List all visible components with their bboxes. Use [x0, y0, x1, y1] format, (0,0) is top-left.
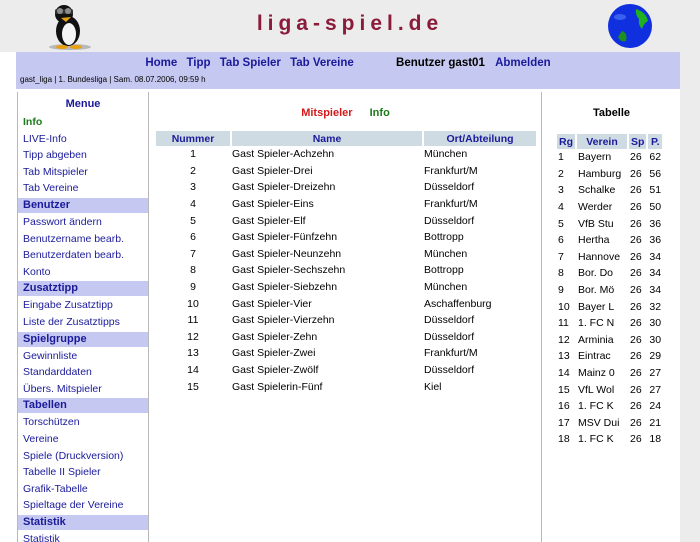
player-number-cell: 10 — [187, 297, 199, 310]
league-table-row — [557, 215, 662, 232]
player-name-cell: Gast Spieler-Neunzehn — [232, 247, 342, 260]
league-table-row — [557, 415, 662, 432]
league-table-row — [557, 381, 662, 398]
main-navigation — [16, 57, 680, 69]
menu-item[interactable]: Tab Vereine — [23, 182, 79, 195]
rank-cell: 8 — [558, 267, 564, 280]
club-cell: VfB Stu — [578, 217, 614, 230]
games-cell: 26 — [630, 184, 642, 197]
games-cell: 26 — [630, 234, 642, 247]
games-cell: 26 — [630, 201, 642, 214]
column-header-spiele: Sp — [631, 135, 645, 148]
player-name-cell: Gast Spieler-Eins — [232, 198, 314, 211]
current-user-label: Benutzer gast01 — [396, 57, 485, 69]
club-cell: Hertha — [578, 234, 610, 247]
games-cell: 26 — [630, 284, 642, 297]
player-number-cell: 15 — [187, 380, 199, 393]
league-table-row — [557, 249, 662, 266]
menu-item[interactable]: Tab Mitspieler — [23, 165, 88, 178]
points-cell: 32 — [649, 300, 662, 313]
player-location-cell: Düsseldorf — [424, 330, 475, 343]
right-margin — [680, 52, 700, 542]
club-cell: Bayern — [578, 151, 612, 164]
club-cell: VfL Wol — [578, 383, 615, 396]
rank-cell: 7 — [558, 250, 564, 263]
player-location-cell: München — [424, 247, 468, 260]
players-table — [154, 131, 538, 395]
column-header-ort: Ort/Abteilung — [424, 131, 536, 146]
club-cell: Bor. Mö — [578, 284, 615, 297]
games-cell: 26 — [630, 217, 642, 230]
table-row — [156, 345, 536, 362]
club-cell: 1. FC N — [578, 317, 615, 330]
menu-item[interactable]: Info — [23, 116, 43, 128]
table-row — [156, 212, 536, 229]
player-name-cell: Gast Spieler-Zwei — [232, 347, 316, 360]
league-table-row — [557, 431, 662, 448]
menu-item[interactable]: Benutzerdaten bearb. — [23, 249, 124, 262]
rank-cell: 2 — [558, 167, 564, 180]
games-cell: 26 — [630, 267, 642, 280]
table-row — [156, 378, 536, 395]
menu-item[interactable]: LIVE-Info — [23, 132, 67, 145]
points-cell: 34 — [649, 250, 662, 263]
points-cell: 62 — [649, 151, 662, 164]
player-number-cell: 6 — [190, 231, 196, 244]
player-location-cell: Frankfurt/M — [424, 164, 478, 177]
player-name-cell: Gast Spieler-Siebzehn — [232, 281, 338, 294]
league-table-panel — [543, 92, 680, 542]
menu-item[interactable]: Spiele (Druckversion) — [23, 449, 124, 462]
games-cell: 26 — [630, 400, 642, 413]
rank-cell: 11 — [558, 317, 569, 330]
menu-item[interactable]: Konto — [23, 265, 51, 278]
player-number-cell: 8 — [190, 264, 196, 277]
menu-item[interactable]: Tipp abgeben — [23, 149, 87, 162]
player-name-cell: Gast Spieler-Achzehn — [232, 148, 335, 161]
games-cell: 26 — [630, 300, 642, 313]
games-cell: 26 — [630, 416, 642, 429]
club-cell: Schalke — [578, 184, 616, 197]
club-cell: Bayer L — [578, 300, 615, 313]
rank-cell: 12 — [558, 333, 570, 346]
points-cell: 34 — [649, 267, 662, 280]
player-location-cell: Aschaffenburg — [424, 297, 492, 310]
player-name-cell: Gast Spieler-Vier — [232, 297, 312, 310]
player-number-cell: 13 — [187, 347, 199, 360]
rank-cell: 17 — [558, 416, 570, 429]
menu-item[interactable]: Statistik — [23, 532, 60, 542]
rank-cell: 1 — [558, 151, 564, 164]
player-location-cell: Düsseldorf — [424, 181, 475, 194]
table-row — [156, 262, 536, 279]
menu-list — [18, 114, 148, 542]
column-header-verein: Verein — [577, 134, 627, 149]
games-cell: 26 — [630, 250, 642, 263]
league-table-row — [557, 282, 662, 299]
rank-cell: 16 — [558, 400, 570, 413]
points-cell: 50 — [649, 201, 662, 214]
club-cell: 1. FC K — [578, 400, 614, 413]
rank-cell: 3 — [558, 184, 564, 197]
left-margin — [0, 52, 16, 542]
table-row — [156, 146, 536, 163]
menu-title: Menue — [65, 98, 101, 110]
club-cell: Arminia — [578, 333, 614, 346]
rank-cell: 9 — [558, 284, 564, 297]
menu-section-heading: Tabellen — [18, 398, 148, 413]
table-row — [156, 246, 536, 263]
club-cell: Hannove — [578, 250, 621, 263]
player-name-cell: Gast Spieler-Sechszehn — [232, 264, 346, 277]
player-number-cell: 12 — [187, 330, 199, 343]
logout-link[interactable]: Abmelden — [495, 57, 551, 69]
club-cell: Bor. Do — [578, 267, 614, 280]
rank-cell: 13 — [558, 350, 570, 363]
player-location-cell: Bottropp — [424, 264, 464, 277]
tab-mitspieler[interactable]: Mitspieler — [301, 107, 353, 119]
points-cell: 24 — [649, 400, 662, 413]
games-cell: 26 — [630, 433, 642, 446]
league-table-row — [557, 265, 662, 282]
menu-section-heading: Zusatztipp — [18, 281, 148, 296]
player-location-cell: Düsseldorf — [424, 214, 475, 227]
club-cell: 1. FC K — [578, 433, 614, 446]
club-cell: Eintrac — [578, 350, 611, 363]
points-cell: 30 — [649, 317, 662, 330]
column-header-punkte: P. — [648, 134, 662, 149]
league-table — [555, 134, 664, 448]
league-table-row — [557, 365, 662, 382]
rank-cell: 5 — [558, 217, 564, 230]
player-number-cell: 7 — [190, 247, 196, 260]
points-cell: 34 — [649, 284, 662, 297]
menu-item[interactable]: Spieltage der Vereine — [23, 499, 124, 512]
menu-item[interactable]: Tabelle II Spieler — [23, 466, 101, 479]
menu-item[interactable]: Passwort ändern — [23, 215, 102, 228]
league-table-row — [557, 348, 662, 365]
player-number-cell: 3 — [190, 181, 196, 194]
points-cell: 21 — [649, 416, 662, 429]
club-cell: Mainz 0 — [578, 367, 615, 380]
table-row — [156, 312, 536, 329]
table-row — [156, 196, 536, 213]
table-row — [156, 329, 536, 346]
player-name-cell: Gast Spieler-Elf — [232, 214, 306, 227]
rank-cell: 10 — [558, 300, 570, 313]
league-table-row — [557, 315, 662, 332]
player-number-cell: 1 — [190, 148, 196, 161]
column-header-nummer: Nummer — [156, 131, 230, 146]
player-location-cell: Bottropp — [424, 231, 464, 244]
league-table-row — [557, 149, 662, 166]
club-cell: MSV Dui — [578, 416, 620, 429]
rank-cell: 18 — [558, 433, 570, 446]
league-table-row — [557, 199, 662, 216]
player-number-cell: 4 — [190, 198, 196, 211]
player-location-cell: Kiel — [424, 380, 442, 393]
league-table-title: Tabelle — [592, 107, 631, 119]
points-cell: 29 — [649, 350, 662, 363]
menu-item[interactable]: Gewinnliste — [23, 349, 78, 362]
points-cell: 56 — [649, 167, 662, 180]
site-logo-text: liga-spiel.de — [256, 12, 444, 35]
games-cell: 26 — [630, 350, 642, 363]
table-row — [156, 279, 536, 296]
player-number-cell: 5 — [190, 214, 196, 227]
rank-cell: 15 — [558, 383, 570, 396]
player-location-cell: Frankfurt/M — [424, 198, 478, 211]
player-name-cell: Gast Spieler-Zehn — [232, 330, 318, 343]
points-cell: 36 — [649, 234, 662, 247]
player-number-cell: 2 — [190, 164, 196, 177]
tab-info[interactable]: Info — [369, 107, 390, 119]
league-table-row — [557, 232, 662, 249]
points-cell: 30 — [649, 333, 662, 346]
top-navbar — [16, 52, 680, 89]
table-row — [156, 229, 536, 246]
menu-item[interactable]: Vereine — [23, 432, 59, 445]
menu-item[interactable]: Eingabe Zusatztipp — [23, 299, 113, 312]
player-number-cell: 9 — [190, 281, 196, 294]
menu-item[interactable]: Benutzername bearb. — [23, 232, 124, 245]
menu-item[interactable]: Übers. Mitspieler — [23, 382, 102, 395]
player-name-cell: Gast Spieler-Drei — [232, 164, 313, 177]
player-number-cell: 11 — [187, 314, 199, 327]
games-cell: 26 — [630, 167, 642, 180]
player-location-cell: München — [424, 148, 468, 161]
nav-link-tab-spieler[interactable]: Tab Spieler — [219, 57, 281, 69]
menu-item[interactable]: Standarddaten — [23, 366, 92, 379]
games-cell: 26 — [630, 383, 642, 396]
points-cell: 18 — [649, 433, 662, 446]
menu-section-heading: Spielgruppe — [18, 332, 148, 347]
games-cell: 26 — [630, 317, 642, 330]
rank-cell: 14 — [558, 367, 570, 380]
points-cell: 51 — [649, 184, 662, 197]
menu-item[interactable]: Grafik-Tabelle — [23, 482, 88, 495]
column-header-name: Name — [232, 131, 422, 146]
player-number-cell: 14 — [187, 364, 199, 377]
games-cell: 26 — [630, 151, 642, 164]
sidebar-menu — [18, 92, 149, 542]
breadcrumb: gast_liga | 1. Bundesliga | Sam. 08.07.2006, 09:59 h — [20, 75, 206, 84]
rank-cell: 4 — [558, 201, 564, 214]
league-table-row — [557, 398, 662, 415]
menu-item[interactable]: Torschützen — [23, 416, 80, 429]
club-cell: Hamburg — [578, 167, 622, 180]
globe-icon — [606, 3, 654, 49]
site-header — [0, 0, 700, 52]
player-name-cell: Gast Spielerin-Fünf — [232, 380, 323, 393]
content-tabs — [150, 107, 541, 131]
club-cell: Werder — [578, 201, 613, 214]
menu-section-heading: Benutzer — [18, 198, 148, 213]
player-location-cell: Düsseldorf — [424, 364, 475, 377]
player-location-cell: München — [424, 281, 468, 294]
league-table-row — [557, 182, 662, 199]
menu-item[interactable]: Liste der Zusatztipps — [23, 315, 120, 328]
points-cell: 27 — [649, 383, 662, 396]
table-row — [156, 163, 536, 180]
player-name-cell: Gast Spieler-Dreizehn — [232, 181, 336, 194]
column-header-rang: Rg — [559, 135, 573, 148]
games-cell: 26 — [630, 367, 642, 380]
nav-link-tipp[interactable]: Tipp — [186, 57, 211, 69]
player-name-cell: Gast Spieler-Zwölf — [232, 364, 319, 377]
points-cell: 27 — [649, 367, 662, 380]
player-location-cell: Frankfurt/M — [424, 347, 478, 360]
league-table-row — [557, 298, 662, 315]
menu-section-heading: Statistik — [18, 515, 148, 530]
points-cell: 36 — [649, 217, 662, 230]
table-row — [156, 295, 536, 312]
player-location-cell: Düsseldorf — [424, 314, 475, 327]
nav-link-home[interactable]: Home — [145, 57, 178, 69]
games-cell: 26 — [630, 333, 642, 346]
league-table-row — [557, 166, 662, 183]
player-name-cell: Gast Spieler-Fünfzehn — [232, 231, 338, 244]
main-content — [150, 92, 542, 542]
nav-link-tab-vereine[interactable]: Tab Vereine — [290, 57, 354, 69]
table-row — [156, 179, 536, 196]
table-row — [156, 362, 536, 379]
player-name-cell: Gast Spieler-Vierzehn — [232, 314, 335, 327]
rank-cell: 6 — [558, 234, 564, 247]
league-table-row — [557, 332, 662, 349]
